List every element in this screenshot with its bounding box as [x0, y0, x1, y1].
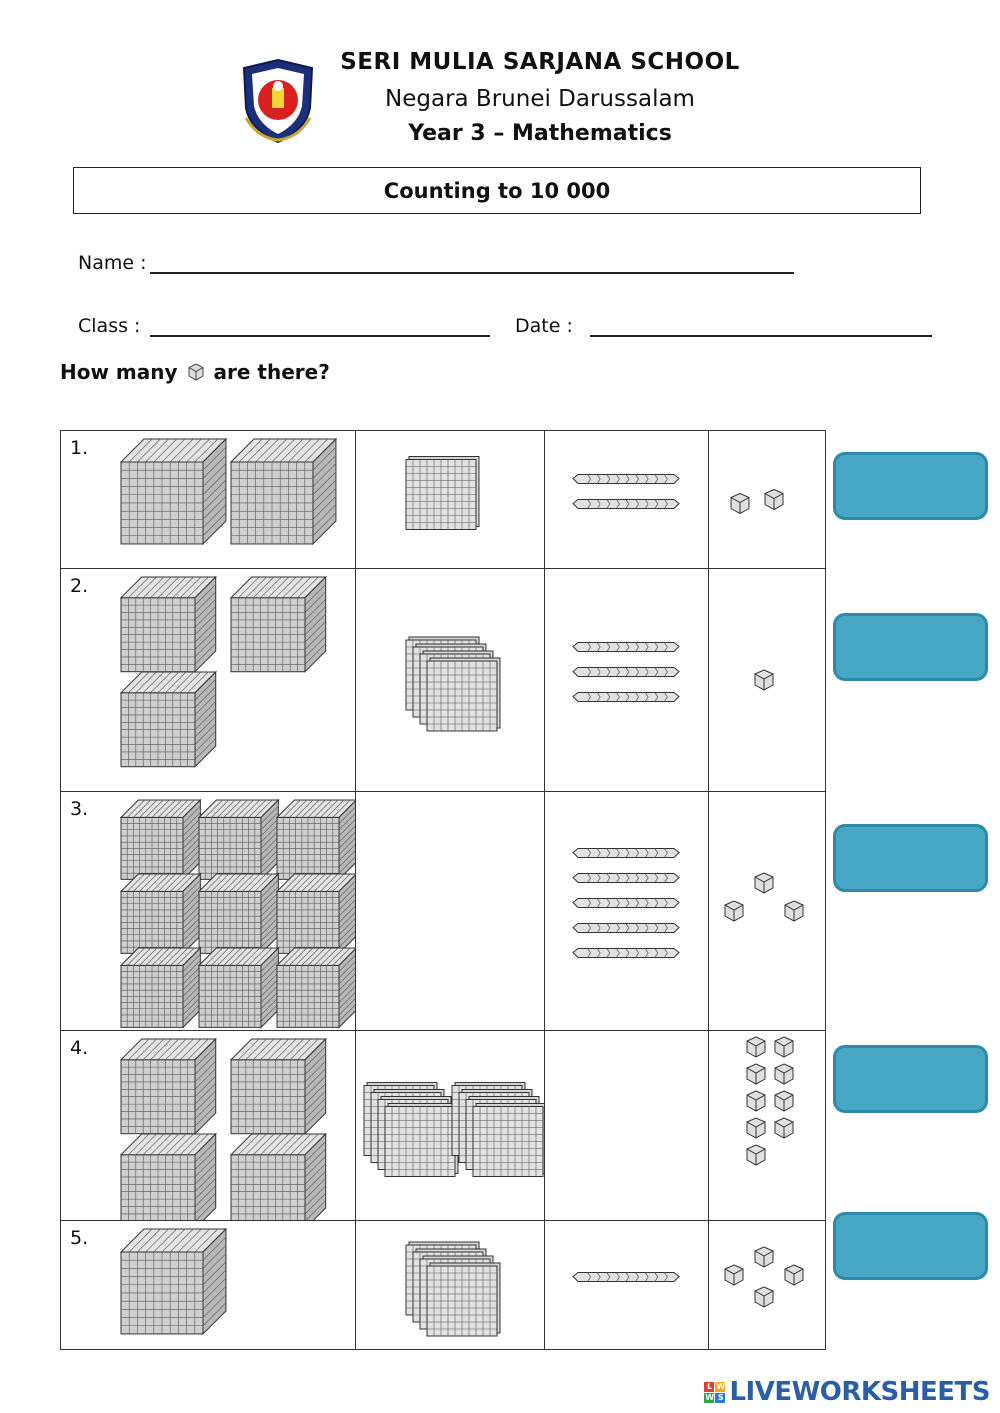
unit-cube [775, 1118, 793, 1138]
subject-title: Year 3 – Mathematics [408, 121, 672, 146]
name-label: Name : [78, 252, 147, 274]
thousand-cube [121, 800, 200, 879]
question-number: 5. [70, 1227, 89, 1249]
hundred-flat [385, 1104, 458, 1177]
unit-cube [725, 901, 743, 921]
hundred-flat [473, 1104, 544, 1177]
tens-cell [545, 1221, 709, 1350]
thousand-cube [121, 577, 216, 672]
class-input-line[interactable] [150, 335, 490, 337]
unit-cube [755, 873, 773, 893]
answer-input-2[interactable] [833, 613, 988, 681]
thousand-cube [231, 1134, 326, 1220]
table-row [61, 792, 826, 1031]
base-ten-table [60, 430, 826, 1350]
table-row [61, 431, 826, 569]
worksheet-title: Counting to 10 000 [73, 167, 921, 214]
unit-cube [747, 1118, 765, 1138]
unit-cube [775, 1091, 793, 1111]
thousands-cell [61, 792, 356, 1031]
thousand-cube [121, 1039, 216, 1134]
ten-rod [573, 475, 679, 484]
unit-cube [755, 1287, 773, 1307]
thousand-cube [121, 439, 226, 544]
class-label: Class : [78, 315, 141, 337]
liveworksheets-badge-icon: L W W S [705, 1381, 725, 1402]
table-row [61, 1221, 826, 1350]
name-input-line[interactable] [150, 272, 794, 274]
unit-cube [725, 1265, 743, 1285]
unit-cube [747, 1145, 765, 1165]
thousands-cell [61, 569, 356, 792]
unit-cube [731, 494, 749, 514]
thousand-cube [121, 672, 216, 767]
country-name: Negara Brunei Darussalam [385, 86, 695, 112]
thousand-cube [231, 1039, 326, 1134]
thousand-cube [199, 800, 278, 879]
ten-rod [573, 899, 679, 908]
hundreds-cell [356, 431, 545, 569]
ten-rod [573, 500, 679, 509]
unit-cube-icon [188, 363, 204, 381]
ten-rod [573, 949, 679, 958]
hundred-flat [406, 457, 479, 530]
ten-rod [573, 874, 679, 883]
ones-cell [709, 569, 826, 792]
question [60, 360, 330, 384]
answer-input-5[interactable] [833, 1212, 988, 1280]
unit-cube [755, 670, 773, 690]
unit-cube [785, 901, 803, 921]
ten-rod [573, 1273, 679, 1282]
tens-cell [545, 792, 709, 1031]
liveworksheets-logo [704, 1377, 990, 1407]
ten-rod [573, 849, 679, 858]
unit-cube [785, 1265, 803, 1285]
thousand-cube [121, 1134, 216, 1220]
question-number: 3. [70, 798, 89, 820]
tens-cell [545, 569, 709, 792]
thousands-cell [61, 431, 356, 569]
date-input-line[interactable] [590, 335, 932, 337]
unit-cube [765, 490, 783, 510]
hundred-flat [427, 658, 500, 731]
thousand-cube [199, 874, 278, 953]
tens-cell [545, 431, 709, 569]
thousand-cube [199, 948, 278, 1027]
ones-cell [709, 1031, 826, 1221]
unit-cube [775, 1064, 793, 1084]
unit-cube [775, 1037, 793, 1057]
thousand-cube [277, 874, 355, 953]
hundreds-cell [356, 1031, 545, 1221]
question-number: 4. [70, 1037, 89, 1059]
unit-cube [747, 1064, 765, 1084]
ones-cell [709, 1221, 826, 1350]
question-prefix: How many [60, 360, 178, 384]
ten-rod [573, 924, 679, 933]
ones-cell [709, 431, 826, 569]
tens-cell [545, 1031, 709, 1221]
thousand-cube [231, 439, 336, 544]
answer-input-3[interactable] [833, 824, 988, 892]
ten-rod [573, 693, 679, 702]
hundreds-cell [356, 1221, 545, 1350]
liveworksheets-brand: LIVEWORKSHEETS [729, 1377, 990, 1407]
unit-cube [747, 1037, 765, 1057]
answer-input-4[interactable] [833, 1045, 988, 1113]
thousand-cube [231, 577, 326, 672]
ten-rod [573, 668, 679, 677]
table-row [61, 569, 826, 792]
unit-cube [747, 1091, 765, 1111]
hundreds-cell [356, 569, 545, 792]
school-name: SERI MULIA SARJANA SCHOOL [340, 49, 740, 75]
table-row [61, 1031, 826, 1221]
hundred-flat [427, 1263, 500, 1336]
ones-cell [709, 792, 826, 1031]
thousand-cube [121, 1229, 226, 1334]
thousand-cube [121, 874, 200, 953]
date-label: Date : [515, 315, 573, 337]
hundreds-cell [356, 792, 545, 1031]
thousands-cell [61, 1031, 356, 1221]
thousand-cube [277, 948, 355, 1027]
question-suffix: are there? [213, 360, 330, 384]
question-number: 1. [70, 437, 89, 459]
unit-cube [755, 1247, 773, 1267]
answer-input-1[interactable] [833, 452, 988, 520]
question-number: 2. [70, 575, 89, 597]
thousand-cube [277, 800, 355, 879]
thousand-cube [121, 948, 200, 1027]
thousands-cell [61, 1221, 356, 1350]
ten-rod [573, 643, 679, 652]
